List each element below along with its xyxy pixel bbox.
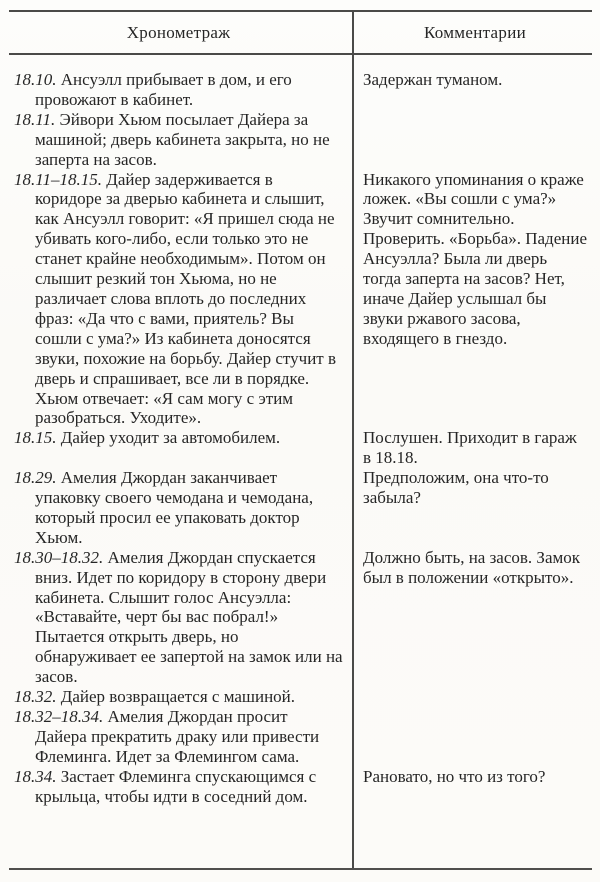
comment-cell: [352, 428, 592, 468]
comment-cell: [352, 70, 592, 110]
comment-cell: [352, 548, 592, 687]
entry-text: Ансуэлл прибывает в дом, и его провожают в кабинет.: [35, 70, 292, 109]
comment-text: Никакого упоминания о краже ложек. «Вы сошли с ума?» Звучит сомнительно. Проверить. «Борьба». Падение Ансуэлла? Была ли дверь тогда заперта на засов? Нет, иначе Дайер услышал бы звуки ржавого засова, входящего в гнездо.: [363, 169, 587, 348]
entry-time: 18.10.: [14, 70, 57, 89]
entry-text: Дайер задерживается в коридоре за дверью кабинета и слышит, как Ансуэлл говорит: «Я пришел сюда не убивать кого-либо, если только это не станет крайне необходимым». Потом он слышит резкий тон Хьюма, но не различает слова вплоть до последних фраз: «Да что с вами, приятель? Вы сошли с ума?» Из кабинета доносятся звуки, похожие на борьбу. Дайер стучит в дверь и спрашивает, все ли в порядке. Хьюм отвечает: «Я сам могу с этим разобраться. Уходите».: [35, 169, 336, 428]
timing-cell: [9, 70, 352, 110]
column-header-timing: Хронометраж: [126, 22, 231, 42]
table-row: [9, 707, 592, 767]
column-divider: [352, 12, 354, 868]
timing-cell: [9, 687, 352, 707]
timing-cell: [9, 707, 352, 767]
table-row: [9, 687, 592, 707]
comment-text: Послушен. Приходит в гараж в 18.18.: [363, 428, 577, 468]
entry-text: Амелия Джордан заканчивает упаковку своего чемодана и чемодана, который просил ее упаковать доктор Хьюм.: [35, 468, 314, 547]
comment-cell: [352, 767, 592, 807]
entry-time: 18.15.: [14, 428, 57, 448]
comment-cell: [352, 468, 592, 548]
comment-text: Предположим, она что-то забыла?: [363, 468, 549, 508]
entry-text: Дайер возвращается с машиной.: [60, 687, 296, 707]
entry-time: 18.30–18.32.: [14, 547, 104, 567]
entry-text: Эйвори Хьюм посылает Дайера за машиной; дверь кабинета закрыта, но не заперта на засов.: [35, 109, 330, 169]
timing-cell: [9, 428, 352, 468]
entry-text: Амелия Джордан спускается вниз. Идет по коридору в сторону двери кабинета. Слышит голос Ансуэлла: «Вставайте, черт бы вас побрал!» Пытается открыть дверь, но обнаруживает ее запертой на замок или на засов.: [35, 547, 343, 687]
timing-cell: [9, 468, 352, 548]
table-header: [9, 12, 592, 55]
entry-text: Амелия Джордан просит Дайера прекратить драку или привести Флеминга. Идет за Флемингом сама.: [35, 707, 320, 766]
entry-text: Дайер уходит за автомобилем.: [60, 428, 281, 448]
timing-cell: [9, 548, 352, 687]
table-row: [9, 548, 592, 687]
comment-cell: [352, 110, 592, 170]
entry-time: 18.29.: [14, 468, 57, 488]
entry-time: 18.11.: [14, 109, 56, 129]
comment-text: Должно быть, на засов. Замок был в положении «открыто».: [363, 547, 581, 587]
comment-cell: [352, 687, 592, 707]
entry-time: 18.11–18.15.: [14, 169, 102, 189]
table-row: [9, 468, 592, 548]
comment-cell: [352, 170, 592, 429]
column-header-comments: Комментарии: [423, 22, 526, 42]
comment-text: Задержан туманом.: [363, 70, 503, 89]
timing-cell: [9, 170, 352, 429]
table-row: [9, 70, 592, 110]
table-row: [9, 767, 592, 807]
timing-cell: [9, 110, 352, 170]
table-row: [9, 110, 592, 170]
table-row: [9, 428, 592, 468]
entry-time: 18.32–18.34.: [14, 707, 104, 726]
table-row: [9, 170, 592, 429]
entry-time: 18.34.: [14, 766, 57, 786]
timing-cell: [9, 767, 352, 807]
table-body: [9, 57, 592, 868]
comment-cell: [352, 707, 592, 767]
comment-text: Рановато, но что из того?: [363, 766, 546, 786]
timeline-table: [9, 10, 592, 870]
entry-text: Застает Флеминга спускающимся с крыльца, чтобы идти в соседний дом.: [35, 766, 317, 806]
entry-time: 18.32.: [14, 687, 57, 707]
